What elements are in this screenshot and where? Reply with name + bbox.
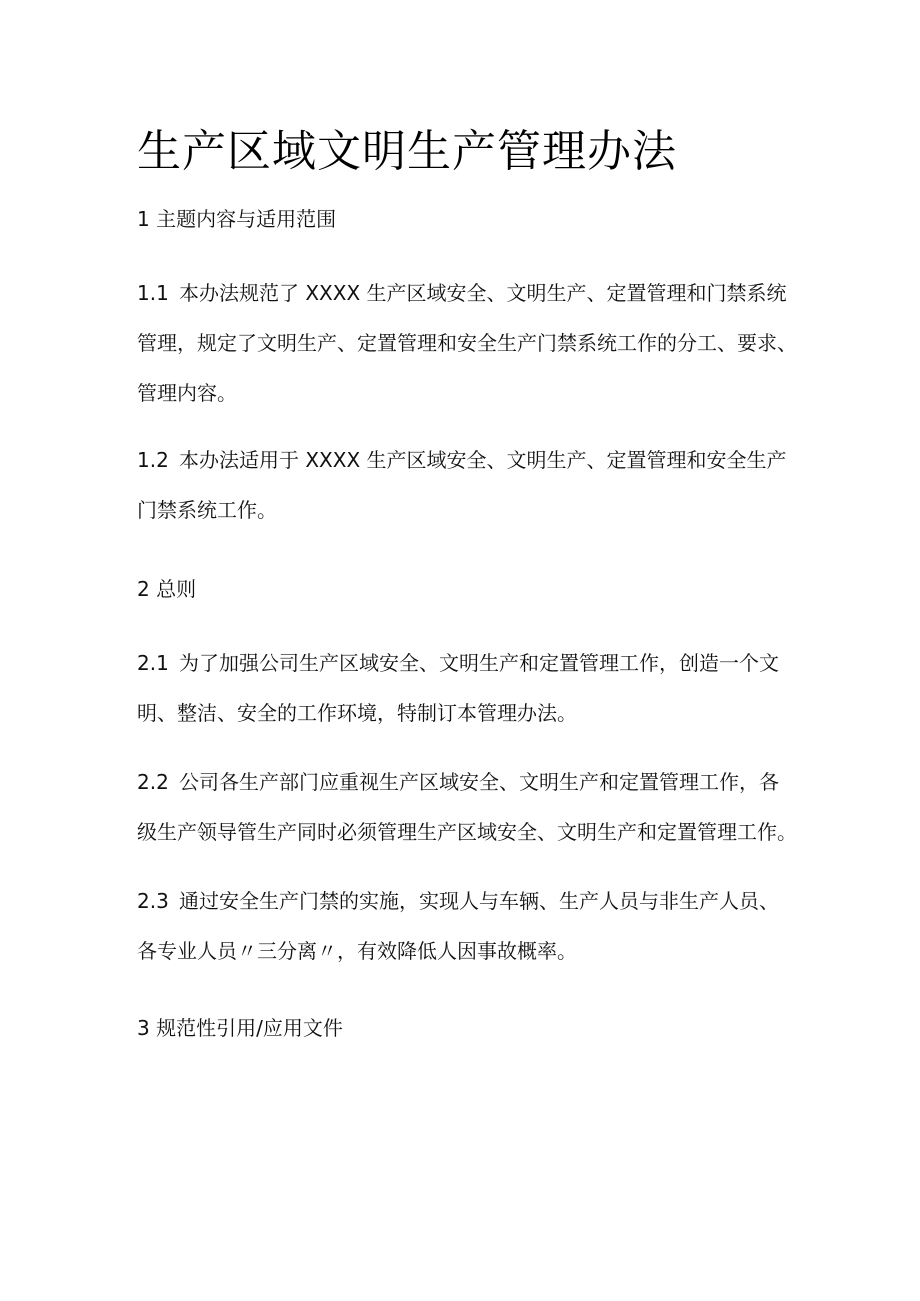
clause-text: 本办法适用于 XXXX 生产区域安全、文明生产、定置管理和安全生产 <box>179 448 787 472</box>
clause-text: 为了加强公司生产区域安全、文明生产和定置管理工作，创造一个文 <box>179 651 779 675</box>
document-title: 生产区域文明生产管理办法 <box>137 126 677 177</box>
clause-text: 公司各生产部门应重视生产区域安全、文明生产和定置管理工作，各 <box>179 770 779 794</box>
clause-number: 2.3 <box>137 889 169 913</box>
clause-line: 管理内容。 <box>137 381 237 405</box>
clause-2-2 <box>137 757 817 857</box>
clause-line <box>137 268 817 318</box>
section-heading-1: 1 主题内容与适用范围 <box>137 207 337 231</box>
clause-1-1 <box>137 268 817 418</box>
clause-number: 2.2 <box>137 770 169 794</box>
clause-line <box>137 757 817 807</box>
clause-2-1 <box>137 638 817 738</box>
clause-line: 明、整洁、安全的工作环境，特制订本管理办法。 <box>137 701 577 725</box>
clause-line: 级生产领导管生产同时必须管理生产区域安全、文明生产和定置管理工作。 <box>137 820 797 844</box>
section-heading-2: 2 总则 <box>137 577 197 601</box>
clause-line: 管理，规定了文明生产、定置管理和安全生产门禁系统工作的分工、要求、 <box>137 331 797 355</box>
clause-1-2 <box>137 435 817 535</box>
clause-number: 1.1 <box>137 281 169 305</box>
section-heading-3: 3 规范性引用/应用文件 <box>137 1016 343 1040</box>
clause-line <box>137 876 817 926</box>
clause-line: 门禁系统工作。 <box>137 498 277 522</box>
clause-number: 1.2 <box>137 448 169 472</box>
clause-line <box>137 638 817 688</box>
clause-2-3 <box>137 876 817 976</box>
clause-line: 各专业人员〃三分离〃，有效降低人因事故概率。 <box>137 939 577 963</box>
clause-line <box>137 435 817 485</box>
clause-number: 2.1 <box>137 651 169 675</box>
clause-text: 通过安全生产门禁的实施，实现人与车辆、生产人员与非生产人员、 <box>179 889 779 913</box>
clause-text: 本办法规范了 XXXX 生产区域安全、文明生产、定置管理和门禁系统 <box>179 281 787 305</box>
